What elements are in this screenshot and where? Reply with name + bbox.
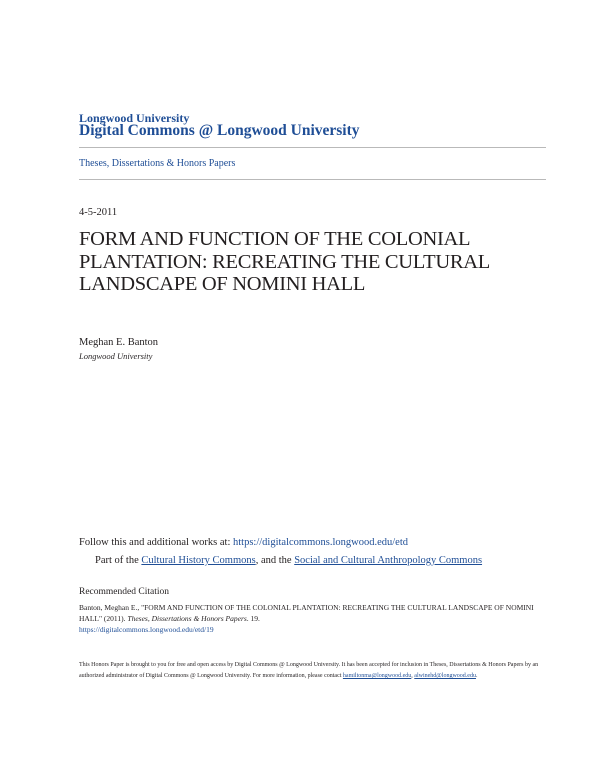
- recommended-citation-heading: Recommended Citation: [79, 587, 169, 597]
- citation-url-link[interactable]: https://digitalcommons.longwood.edu/etd/19: [79, 625, 214, 635]
- citation-end: . 19.: [246, 614, 260, 624]
- citation-start: Banton, Meghan E., "FORM AND FUNCTION OF THE COLONIAL PLANTATION: RECREATING THE CULTURAL LANDSCAPE OF NOMINI HALL" (2011).: [79, 603, 534, 624]
- citation-series: Theses, Dissertations & Honors Papers: [127, 614, 247, 624]
- notice-text: This Honors Paper is brought to you for free and open access by Digital Commons @ Longwood University. It has been accepted for inclusion in Theses, Dissertations & Honors Papers by an authorized administrator of Digital Commons @ Longwood University. For more information, please contact: [79, 662, 539, 680]
- header-divider: [79, 147, 546, 148]
- part-of-join: , and the: [255, 555, 292, 566]
- citation-text: [79, 602, 549, 636]
- series-link[interactable]: Theses, Dissertations & Honors Papers: [79, 158, 236, 169]
- social-anthropology-commons-link[interactable]: Social and Cultural Anthropology Commons: [294, 555, 483, 566]
- contact-email-1-link[interactable]: hamiltonma@longwood.edu: [342, 673, 412, 680]
- email-separator: ,: [411, 673, 415, 680]
- author-name: Meghan E. Banton: [79, 337, 159, 348]
- publication-date: 4-5-2011: [79, 207, 118, 218]
- contact-email-2-link[interactable]: alwinehd@longwood.edu: [414, 673, 476, 680]
- document-title: FORM AND FUNCTION OF THE COLONIAL PLANTATION: RECREATING THE CULTURAL LANDSCAPE OF NOMINI HALL: [79, 228, 490, 296]
- access-notice: [79, 660, 549, 682]
- collection-url-link[interactable]: https://digitalcommons.longwood.edu/etd: [233, 537, 408, 548]
- cultural-history-commons-link[interactable]: Cultural History Commons: [141, 555, 256, 566]
- part-of-prefix: Part of the: [95, 555, 139, 566]
- repository-link[interactable]: Digital Commons @ Longwood University: [79, 122, 360, 139]
- follow-line: [79, 537, 408, 548]
- author-affiliation: Longwood University: [79, 351, 153, 361]
- series-divider: [79, 179, 546, 180]
- part-of-line: [95, 555, 482, 566]
- notice-end: .: [475, 673, 478, 680]
- follow-label: Follow this and additional works at:: [79, 537, 231, 548]
- institution-name: Longwood University: [79, 111, 190, 125]
